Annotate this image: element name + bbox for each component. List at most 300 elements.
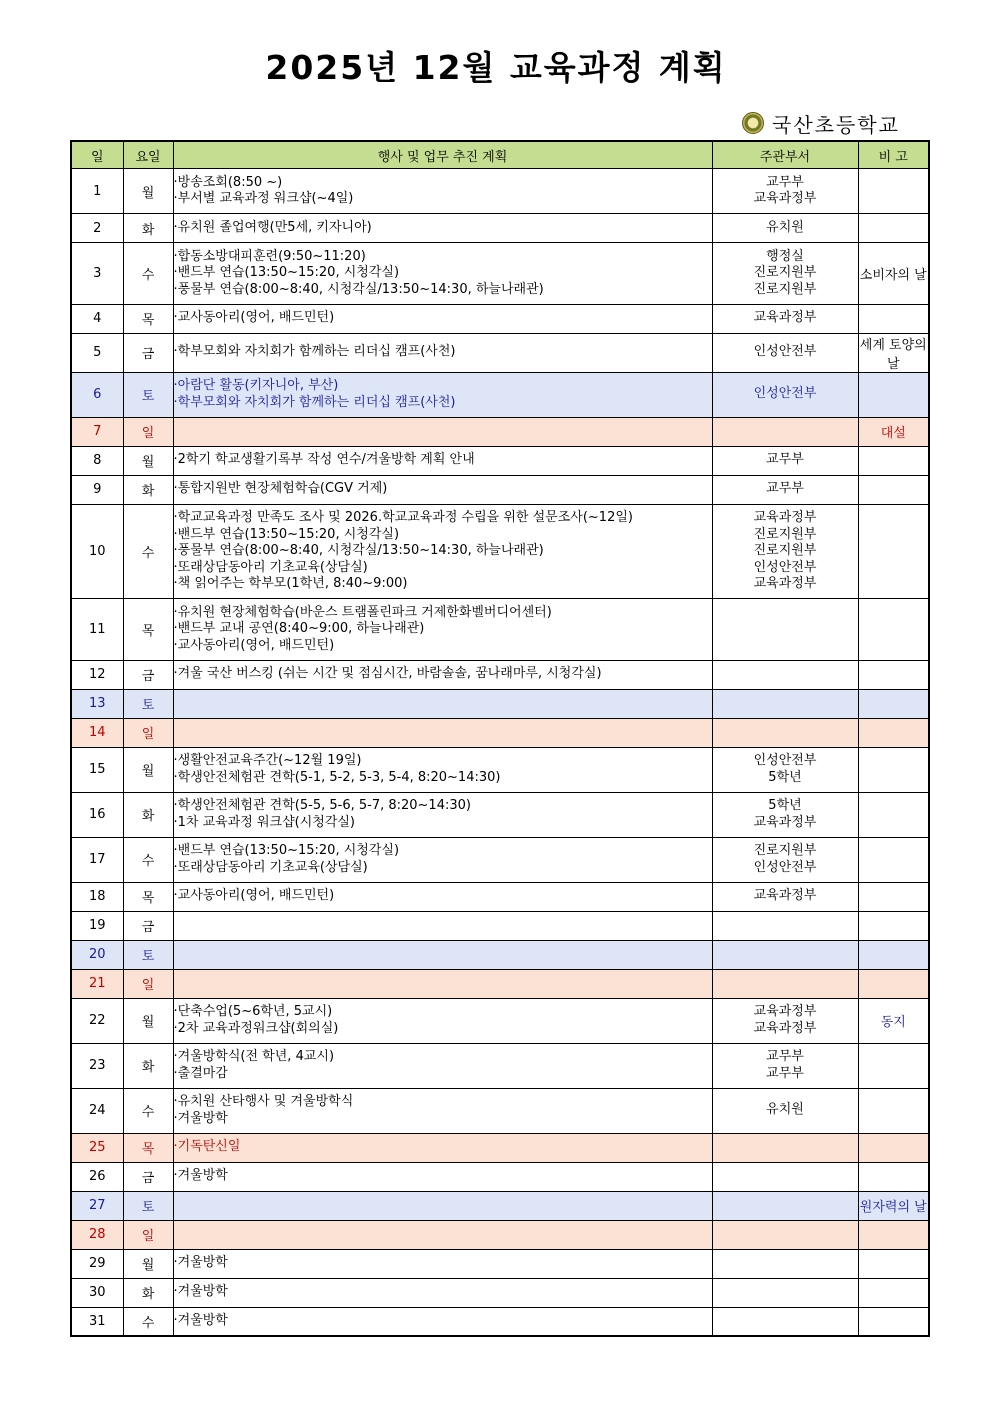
dept-line: 유치원 — [766, 1102, 804, 1118]
table-row — [71, 1088, 929, 1133]
day-number: 29 — [88, 1256, 106, 1271]
weekday-cell — [123, 969, 173, 998]
dept-cell — [712, 417, 858, 446]
dept-cell — [712, 214, 858, 243]
event-line: ·밴드부 교내 공연(8:40~9:00, 하늘나래관) — [173, 621, 425, 636]
dept-line: 행정실 — [766, 248, 804, 264]
day-cell — [71, 837, 123, 882]
day-number: 19 — [88, 918, 106, 933]
event-line: ·유치원 졸업여행(만5세, 키자니아) — [173, 219, 372, 235]
table-header-row — [71, 141, 929, 169]
dept-line: 교무부 — [766, 1049, 804, 1064]
event-line: ·겨울 국산 버스킹 (쉬는 시간 및 점심시간, 바람솔솔, 꿈나래마루, 시청각실) — [173, 666, 602, 682]
page-title: 2025년 12월 교육과정 계획 — [265, 48, 727, 87]
weekday-label: 화 — [141, 1060, 155, 1075]
day-number: 27 — [88, 1198, 106, 1213]
day-number: 21 — [88, 976, 106, 991]
note-cell — [858, 333, 929, 372]
table-row — [71, 911, 929, 940]
events-cell — [173, 243, 712, 305]
note-cell — [858, 214, 929, 243]
note-cell — [858, 660, 929, 689]
day-cell — [71, 1191, 123, 1220]
weekday-cell — [123, 169, 173, 214]
event-line: ·풍물부 연습(8:00~8:40, 시청각실/13:50~14:30, 하늘나래관) — [173, 543, 544, 558]
event-line: ·아람단 활동(키자니아, 부산) — [173, 378, 339, 393]
table-row — [71, 504, 929, 599]
table-row — [71, 1220, 929, 1249]
dept-line: 교육과정부 — [753, 814, 817, 830]
event-line: ·교사동아리(영어, 배드민턴) — [173, 310, 335, 326]
weekday-label: 금 — [141, 669, 155, 684]
events-cell — [173, 504, 712, 599]
dept-cell — [712, 333, 858, 372]
event-line: ·학생안전체험관 견학(5-1, 5-2, 5-3, 5-4, 8:20~14:30) — [173, 769, 501, 785]
events-cell — [173, 1249, 712, 1278]
day-number: 5 — [93, 345, 102, 360]
weekday-label: 일 — [141, 727, 155, 742]
schedule-table — [70, 140, 930, 1337]
weekday-cell — [123, 1220, 173, 1249]
day-cell — [71, 243, 123, 305]
table-row — [71, 243, 929, 305]
event-line: ·책 읽어주는 학부모(1학년, 8:40~9:00) — [173, 576, 408, 591]
day-cell — [71, 1088, 123, 1133]
day-number: 7 — [93, 424, 102, 439]
events-cell — [173, 599, 712, 661]
weekday-label: 목 — [141, 313, 155, 328]
day-cell — [71, 417, 123, 446]
weekday-label: 토 — [141, 949, 155, 964]
events-cell — [173, 998, 712, 1043]
weekday-cell — [123, 940, 173, 969]
dept-cell — [712, 504, 858, 599]
weekday-cell — [123, 1162, 173, 1191]
dept-line: 인성안전부 — [753, 753, 817, 768]
dept-line: 5학년 — [768, 769, 802, 785]
event-line: ·출결마감 — [173, 1065, 228, 1081]
note-cell — [858, 372, 929, 417]
day-cell — [71, 1220, 123, 1249]
weekday-cell — [123, 1278, 173, 1307]
event-line: ·유치원 현장체험학습(바운스 트램폴린파크 거제한화벨버디어센터) — [173, 604, 552, 620]
event-line: ·생활안전교육주간(~12월 19일) — [173, 753, 362, 768]
dept-cell — [712, 243, 858, 305]
events-cell — [173, 940, 712, 969]
day-number: 10 — [88, 543, 106, 559]
weekday-cell — [123, 837, 173, 882]
weekday-cell — [123, 1088, 173, 1133]
dept-line: 인성안전부 — [753, 559, 817, 575]
day-cell — [71, 1249, 123, 1278]
day-cell — [71, 1043, 123, 1088]
event-line: ·방송조회(8:50 ~) — [173, 174, 283, 190]
day-cell — [71, 998, 123, 1043]
day-number: 12 — [88, 667, 106, 682]
day-number: 8 — [93, 453, 102, 468]
day-number: 22 — [88, 1013, 106, 1028]
day-cell — [71, 304, 123, 333]
event-line: ·풍물부 연습(8:00~8:40, 시청각실/13:50~14:30, 하늘나래관) — [173, 281, 544, 297]
events-cell — [173, 1191, 712, 1220]
dept-line: 진로지원부 — [753, 526, 817, 542]
note-cell — [858, 1043, 929, 1088]
day-number: 17 — [88, 852, 106, 867]
dept-cell — [712, 1043, 858, 1088]
event-line: ·또래상담동아리 기초교육(상담실) — [173, 559, 368, 575]
dept-line: 교무부 — [766, 174, 804, 190]
dept-cell — [712, 372, 858, 417]
events-cell — [173, 446, 712, 475]
weekday-cell — [123, 747, 173, 792]
events-cell — [173, 372, 712, 417]
day-cell — [71, 882, 123, 911]
weekday-label: 목 — [141, 891, 155, 906]
note-cell — [858, 243, 929, 305]
day-number: 2 — [93, 220, 102, 236]
dept-cell — [712, 882, 858, 911]
day-number: 9 — [93, 482, 102, 497]
weekday-label: 토 — [141, 389, 155, 404]
dept-cell — [712, 1307, 858, 1336]
day-number: 6 — [93, 387, 102, 402]
table-row — [71, 1278, 929, 1307]
dept-cell — [712, 446, 858, 475]
note-cell — [858, 837, 929, 882]
dept-cell — [712, 1191, 858, 1220]
day-number: 30 — [88, 1285, 106, 1300]
note-cell — [858, 689, 929, 718]
dept-line: 교육과정부 — [753, 1020, 817, 1036]
weekday-cell — [123, 718, 173, 747]
event-line: ·겨울방학 — [173, 1255, 228, 1271]
table-row — [71, 689, 929, 718]
events-cell — [173, 882, 712, 911]
events-cell — [173, 417, 712, 446]
event-line: ·밴드부 연습(13:50~15:20, 시청각실) — [173, 843, 400, 858]
dept-line: 교무부 — [766, 481, 804, 497]
weekday-cell — [123, 446, 173, 475]
event-line: ·부서별 교육과정 워크샵(~4일) — [173, 191, 354, 206]
weekday-label: 수 — [141, 267, 155, 283]
event-line: ·통합지원반 현장체험학습(CGV 거제) — [173, 481, 388, 497]
day-cell — [71, 718, 123, 747]
events-cell — [173, 1088, 712, 1133]
dept-line: 진로지원부 — [753, 843, 817, 858]
table-row — [71, 446, 929, 475]
weekday-cell — [123, 417, 173, 446]
event-line: ·1차 교육과정 워크샵(시청각실) — [173, 814, 356, 830]
weekday-label: 일 — [141, 1229, 155, 1244]
weekday-label: 수 — [141, 1105, 155, 1120]
table-row — [71, 660, 929, 689]
table-row — [71, 882, 929, 911]
header-dept: 주관부서 — [712, 141, 858, 169]
event-line: ·합동소방대피훈련(9:50~11:20) — [173, 248, 366, 264]
events-cell — [173, 1307, 712, 1336]
table-row — [71, 792, 929, 837]
dept-cell — [712, 969, 858, 998]
note-cell — [858, 911, 929, 940]
note-cell — [858, 882, 929, 911]
table-row — [71, 837, 929, 882]
table-row — [71, 333, 929, 372]
note-text: 동지 — [880, 1015, 906, 1030]
note-cell — [858, 718, 929, 747]
note-cell — [858, 998, 929, 1043]
day-number: 26 — [88, 1169, 106, 1184]
dept-line: 인성안전부 — [753, 859, 817, 875]
events-cell — [173, 1220, 712, 1249]
table-row — [71, 1162, 929, 1191]
events-cell — [173, 747, 712, 792]
dept-cell — [712, 1249, 858, 1278]
weekday-cell — [123, 1307, 173, 1336]
weekday-cell — [123, 1133, 173, 1162]
dept-line: 진로지원부 — [753, 265, 817, 280]
note-cell — [858, 1133, 929, 1162]
header-day: 일 — [71, 141, 123, 169]
dept-cell — [712, 940, 858, 969]
table-row — [71, 372, 929, 417]
dept-cell — [712, 911, 858, 940]
day-cell — [71, 1162, 123, 1191]
event-line: ·겨울방학 — [173, 1284, 228, 1300]
event-line: ·2차 교육과정워크샵(회의실) — [173, 1020, 339, 1036]
weekday-cell — [123, 304, 173, 333]
weekday-label: 월 — [141, 1015, 155, 1030]
table-row — [71, 599, 929, 661]
note-cell — [858, 1249, 929, 1278]
table-row — [71, 214, 929, 243]
note-cell — [858, 940, 929, 969]
note-text: 대설 — [880, 426, 906, 441]
note-cell — [858, 1278, 929, 1307]
day-number: 18 — [88, 889, 106, 904]
weekday-label: 화 — [141, 222, 155, 238]
weekday-cell — [123, 599, 173, 661]
weekday-label: 화 — [141, 484, 155, 499]
event-line: ·겨울방학 — [173, 1168, 228, 1184]
dept-cell — [712, 1133, 858, 1162]
school-seal-icon — [742, 112, 764, 134]
event-line: ·겨울방학식(전 학년, 4교시) — [173, 1049, 335, 1064]
day-number: 16 — [88, 807, 106, 822]
weekday-cell — [123, 372, 173, 417]
day-number: 23 — [88, 1058, 106, 1073]
event-line: ·학교교육과정 만족도 조사 및 2026.학교교육과정 수립을 위한 설문조사(~12일) — [173, 510, 633, 525]
table-row — [71, 475, 929, 504]
dept-line: 교육과정부 — [753, 191, 817, 206]
dept-cell — [712, 1220, 858, 1249]
note-cell — [858, 1307, 929, 1336]
weekday-cell — [123, 998, 173, 1043]
weekday-label: 목 — [141, 1142, 155, 1157]
dept-line: 교육과정부 — [753, 1004, 817, 1019]
dept-line: 진로지원부 — [753, 543, 817, 558]
note-cell — [858, 504, 929, 599]
dept-line: 교육과정부 — [753, 888, 817, 904]
day-cell — [71, 372, 123, 417]
day-number: 11 — [88, 621, 106, 637]
dept-cell — [712, 169, 858, 214]
header-dow: 요일 — [123, 141, 173, 169]
events-cell — [173, 792, 712, 837]
day-cell — [71, 689, 123, 718]
day-cell — [71, 1133, 123, 1162]
weekday-label: 일 — [141, 426, 155, 441]
table-row — [71, 169, 929, 214]
day-number: 3 — [93, 265, 102, 281]
events-cell — [173, 718, 712, 747]
event-line: ·밴드부 연습(13:50~15:20, 시청각실) — [173, 526, 400, 542]
dept-cell — [712, 792, 858, 837]
weekday-label: 토 — [141, 698, 155, 713]
events-cell — [173, 169, 712, 214]
dept-cell — [712, 475, 858, 504]
weekday-label: 화 — [141, 1287, 155, 1302]
dept-line: 교육과정부 — [753, 576, 817, 591]
event-line: ·유치원 산타행사 및 겨울방학식 — [173, 1094, 354, 1109]
note-cell — [858, 417, 929, 446]
weekday-label: 화 — [141, 809, 155, 824]
dept-line: 5학년 — [768, 798, 802, 813]
event-line: ·단축수업(5~6학년, 5교시) — [173, 1004, 333, 1019]
events-cell — [173, 214, 712, 243]
events-cell — [173, 1162, 712, 1191]
note-cell — [858, 169, 929, 214]
note-cell — [858, 1191, 929, 1220]
day-number: 13 — [88, 696, 106, 711]
day-number: 15 — [88, 762, 106, 777]
weekday-cell — [123, 1191, 173, 1220]
events-cell — [173, 689, 712, 718]
dept-cell — [712, 1162, 858, 1191]
weekday-label: 수 — [141, 545, 155, 561]
day-cell — [71, 214, 123, 243]
events-cell — [173, 475, 712, 504]
day-cell — [71, 911, 123, 940]
table-row — [71, 718, 929, 747]
table-row — [71, 1191, 929, 1220]
school-label — [742, 110, 932, 136]
dept-cell — [712, 660, 858, 689]
dept-line: 인성안전부 — [753, 386, 817, 402]
note-cell — [858, 969, 929, 998]
weekday-cell — [123, 333, 173, 372]
day-cell — [71, 1307, 123, 1336]
weekday-label: 월 — [141, 185, 155, 201]
events-cell — [173, 333, 712, 372]
dept-line: 교육과정부 — [753, 510, 817, 525]
day-cell — [71, 660, 123, 689]
day-cell — [71, 333, 123, 372]
table-row — [71, 747, 929, 792]
dept-line: 교무부 — [766, 1065, 804, 1081]
dept-line: 진로지원부 — [753, 281, 817, 297]
weekday-cell — [123, 475, 173, 504]
dept-cell — [712, 1088, 858, 1133]
weekday-cell — [123, 214, 173, 243]
event-line: ·겨울방학 — [173, 1110, 228, 1126]
events-cell — [173, 1278, 712, 1307]
weekday-cell — [123, 1249, 173, 1278]
event-line: ·교사동아리(영어, 배드민턴) — [173, 637, 335, 653]
weekday-label: 목 — [141, 623, 155, 639]
weekday-label: 수 — [141, 854, 155, 869]
day-number: 20 — [88, 947, 106, 962]
dept-cell — [712, 837, 858, 882]
weekday-cell — [123, 660, 173, 689]
note-text: 원자력의 날 — [859, 1200, 927, 1215]
dept-cell — [712, 599, 858, 661]
day-cell — [71, 446, 123, 475]
dept-cell — [712, 718, 858, 747]
events-cell — [173, 969, 712, 998]
note-cell — [858, 747, 929, 792]
note-text: 소비자의 날 — [859, 267, 927, 283]
day-cell — [71, 747, 123, 792]
day-cell — [71, 940, 123, 969]
dept-cell — [712, 998, 858, 1043]
day-number: 1 — [93, 183, 102, 199]
table-row — [71, 998, 929, 1043]
event-line: ·기독탄신일 — [173, 1139, 241, 1155]
table-row — [71, 969, 929, 998]
weekday-label: 금 — [141, 920, 155, 935]
event-line: ·밴드부 연습(13:50~15:20, 시청각실) — [173, 265, 400, 280]
day-cell — [71, 599, 123, 661]
event-line: ·교사동아리(영어, 배드민턴) — [173, 888, 335, 904]
table-row — [71, 1249, 929, 1278]
event-line: ·또래상담동아리 기초교육(상담실) — [173, 859, 368, 875]
day-cell — [71, 475, 123, 504]
day-cell — [71, 792, 123, 837]
event-line: ·겨울방학 — [173, 1313, 228, 1328]
note-cell — [858, 1088, 929, 1133]
day-number: 25 — [88, 1140, 106, 1155]
weekday-label: 월 — [141, 455, 155, 470]
table-row — [71, 1307, 929, 1336]
dept-line: 유치원 — [766, 219, 804, 235]
events-cell — [173, 1043, 712, 1088]
weekday-label: 월 — [141, 764, 155, 779]
events-cell — [173, 304, 712, 333]
weekday-cell — [123, 1043, 173, 1088]
weekday-cell — [123, 911, 173, 940]
day-cell — [71, 504, 123, 599]
weekday-cell — [123, 792, 173, 837]
dept-line: 인성안전부 — [753, 344, 817, 360]
dept-line: 교육과정부 — [753, 310, 817, 326]
events-cell — [173, 660, 712, 689]
dept-cell — [712, 1278, 858, 1307]
events-cell — [173, 911, 712, 940]
header-note: 비 고 — [858, 141, 929, 169]
day-cell — [71, 969, 123, 998]
note-cell — [858, 446, 929, 475]
weekday-cell — [123, 243, 173, 305]
event-line: ·학부모회와 자치회가 함께하는 리더십 캠프(사천) — [173, 394, 456, 410]
table-row — [71, 940, 929, 969]
event-line: ·학생안전체험관 견학(5-5, 5-6, 5-7, 8:20~14:30) — [173, 798, 471, 813]
school-name: 국산초등학교 — [772, 112, 900, 137]
weekday-label: 일 — [141, 978, 155, 993]
note-cell — [858, 792, 929, 837]
day-cell — [71, 169, 123, 214]
events-cell — [173, 1133, 712, 1162]
dept-cell — [712, 689, 858, 718]
